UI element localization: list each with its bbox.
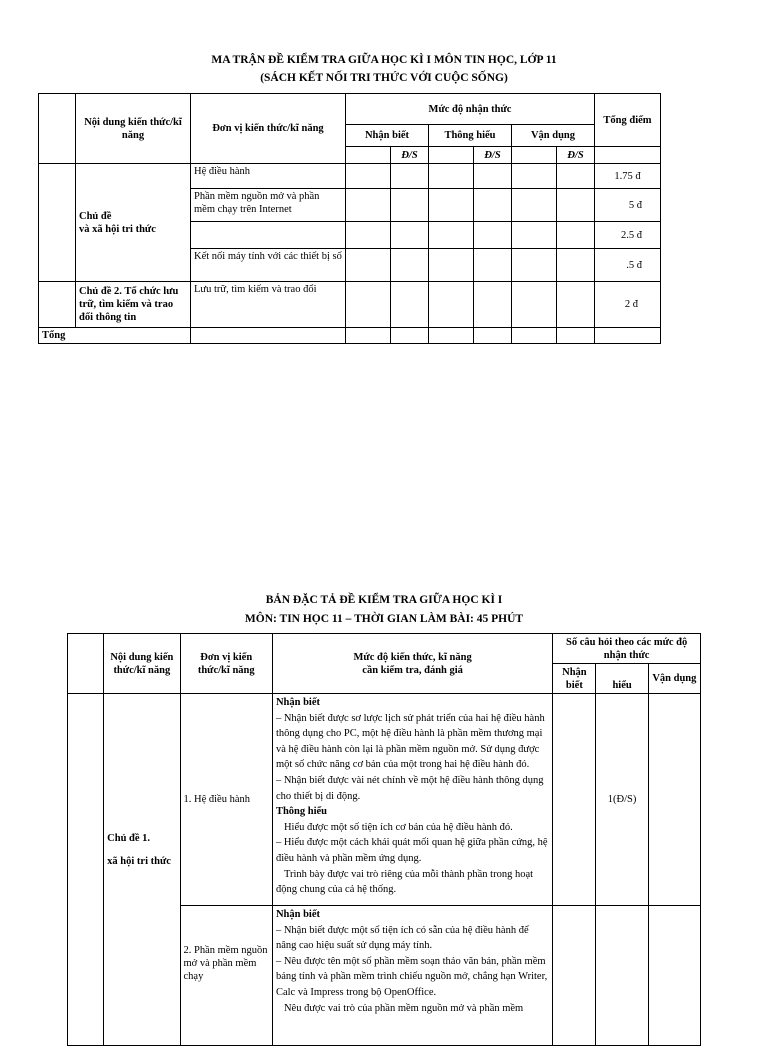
spec-header-blank: [68, 634, 104, 694]
desc-para: – Nhận biết được sơ lược lịch sử phát triển của hai hệ điều hành thông dụng cho PC, một hệ điều hành là phần mềm thương mại và hệ điều hành còn lại là phần mềm nguồn mở. Sử dụng được một số chức năng cơ bản của một trong hai hệ điều hành đó.: [275, 712, 545, 771]
spec-topic-line1: Chủ đề 1.: [107, 833, 151, 844]
matrix-score-cell: 2.5 đ: [595, 222, 661, 249]
desc-heading: Nhận biết: [275, 909, 321, 920]
matrix-header-ds: Đ/S: [557, 147, 595, 164]
matrix-unit-cell: Phần mềm nguồn mở và phần mềm chạy trên Internet: [191, 189, 346, 222]
matrix-header-blank: [39, 94, 76, 164]
spec-header-unit: Đơn vị kiến thức/kĩ năng: [180, 634, 272, 694]
spec-unit-1: 1. Hệ điều hành: [180, 694, 272, 906]
matrix-title: MA TRẬN ĐỀ KIỂM TRA GIỮA HỌC KÌ I MÔN TIN HỌC, LỚP 11: [211, 54, 557, 66]
desc-para: Hiểu được một số tiện ích cơ bản của hệ điều hành đó.: [283, 821, 513, 833]
matrix-score-cell: 2 đ: [595, 282, 661, 328]
desc-para: – Nhận biết được một số tiện ích có sẵn của hệ điều hành để nâng cao hiệu suất sử dụng máy tính.: [275, 924, 529, 952]
matrix-header-level: Mức độ nhận thức: [346, 94, 595, 125]
spec-table: [67, 633, 701, 1046]
matrix-header-ds: Đ/S: [474, 147, 512, 164]
spec-header-level-line1: Mức độ kiến thức, kĩ năng: [353, 651, 472, 663]
spec-header-count: Số câu hỏi theo các mức độ nhận thức: [553, 634, 701, 664]
spec-header-recognize: Nhận biết: [553, 664, 596, 694]
spec-header-understand: hiểu: [596, 664, 648, 694]
desc-para: – Nhận biết được vài nét chính về một hệ điều hành thông dụng cho thiết bị di động.: [275, 774, 544, 802]
matrix-header-apply: Vận dụng: [512, 125, 595, 147]
matrix-header-ds: Đ/S: [391, 147, 429, 164]
spec-unit-2-desc: [272, 906, 552, 1046]
matrix-unit-cell: Kết nối máy tính với các thiết bị số: [191, 249, 346, 282]
spec-title: BẢN ĐẶC TẢ ĐỀ KIỂM TRA GIỮA HỌC KÌ I: [265, 594, 503, 606]
matrix-header-recognize: Nhận biết: [346, 125, 429, 147]
matrix-topic-2: Chủ đề 2. Tổ chức lưu trữ, tìm kiếm và trao đổi thông tin: [76, 282, 191, 328]
matrix-table: [38, 93, 661, 344]
spec-topic: [104, 694, 180, 1046]
spec-header-level-line2: cần kiểm tra, đánh giá: [362, 664, 463, 676]
matrix-header-total: Tổng điểm: [595, 94, 661, 147]
desc-para: Nêu được vai trò của phần mềm nguồn mở và phần mềm: [283, 1002, 524, 1014]
matrix-unit-cell: [191, 222, 346, 249]
matrix-header-understand: Thông hiểu: [429, 125, 512, 147]
spec-header-content: Nội dung kiến thức/kĩ năng: [104, 634, 180, 694]
desc-para: – Nêu được tên một số phần mềm soạn thảo văn bản, phần mềm bảng tính và phần mềm trình chiếu nguồn mở, chẳng hạn Writer, Calc và Impress trong bộ OpenOffice.: [275, 955, 548, 998]
spec-header-apply: Vận dụng: [648, 664, 700, 694]
matrix-header-unit: Đơn vị kiến thức/kĩ năng: [191, 94, 346, 164]
spec-unit-1-desc: [272, 694, 552, 906]
spec-subtitle: MÔN: TIN HỌC 11 – THỜI GIAN LÀM BÀI: 45 PHÚT: [244, 613, 524, 625]
matrix-score-cell: .5 đ: [595, 249, 661, 282]
spec-unit-2: 2. Phần mềm nguồn mở và phần mềm chạy: [180, 906, 272, 1046]
desc-para: Trình bày được vai trò riêng của mỗi thành phần trong hoạt động chung của cả hệ thống.: [275, 868, 534, 896]
matrix-score-cell: 5 đ: [595, 189, 661, 222]
spec-header-level: [272, 634, 552, 694]
desc-heading: Thông hiểu: [275, 806, 328, 818]
desc-heading: Nhận biết: [275, 697, 321, 708]
desc-para: – Hiểu được một cách khái quát mối quan hệ giữa phần cứng, hệ điều hành và phần mềm ứng dụng.: [275, 837, 548, 864]
matrix-header-content: Nội dung kiến thức/kĩ năng: [76, 94, 191, 164]
matrix-score-cell: 1.75 đ: [595, 164, 661, 189]
matrix-topic-1: Chủ đề và xã hội tri thức: [76, 164, 191, 282]
matrix-unit-cell: Lưu trữ, tìm kiếm và trao đổi: [191, 282, 346, 328]
spec-unit-1-count: 1(Đ/S): [596, 694, 648, 906]
spec-topic-line2: xã hội tri thức: [107, 856, 171, 867]
matrix-unit-cell: Hệ điều hành: [191, 164, 346, 189]
matrix-total-label: Tổng: [39, 328, 191, 344]
matrix-subtitle: (SÁCH KẾT NỐI TRI THỨC VỚI CUỘC SỐNG): [260, 72, 508, 84]
